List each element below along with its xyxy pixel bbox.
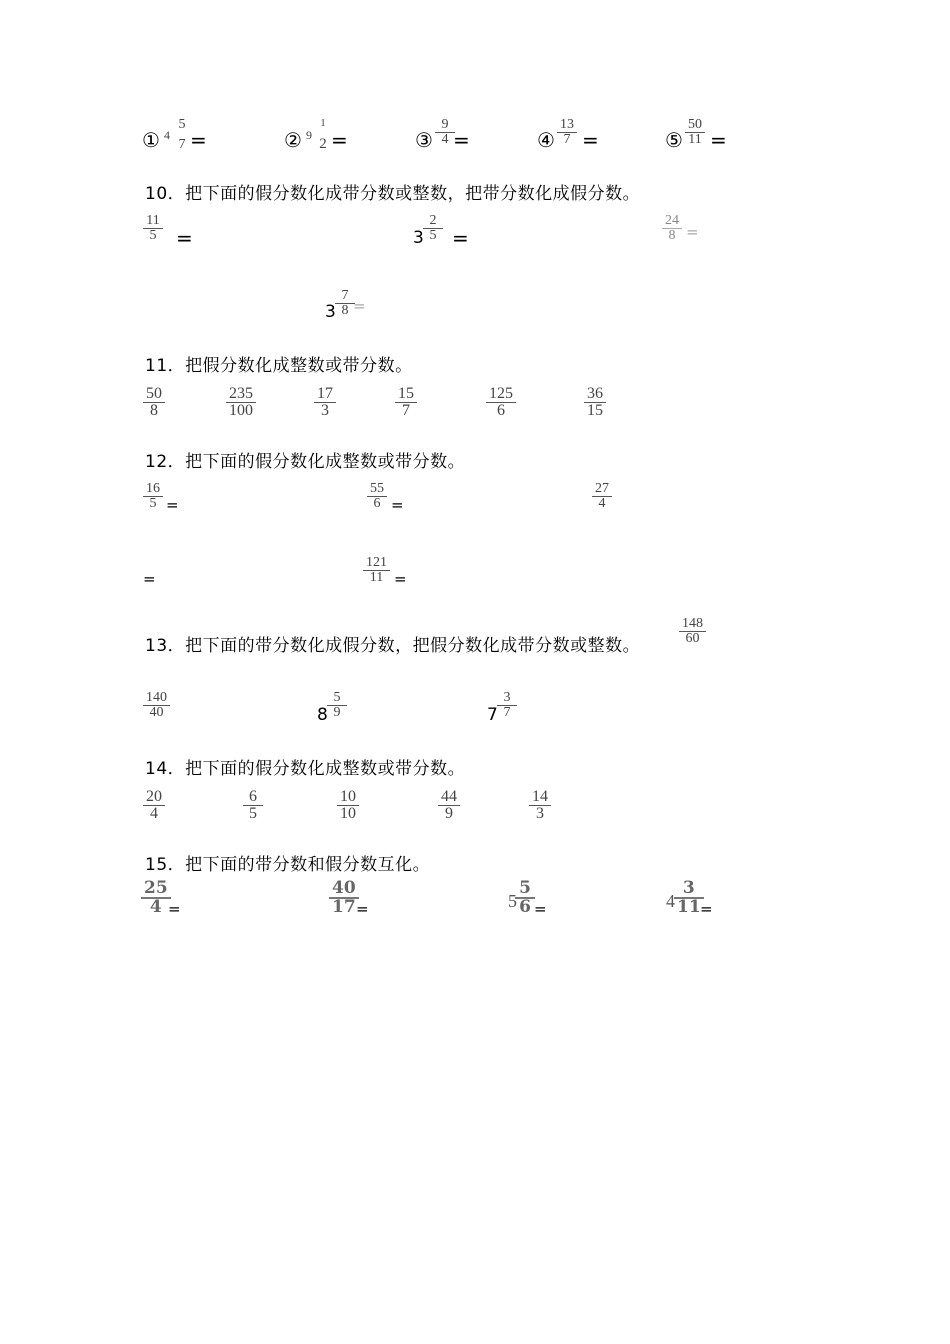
fraction: 5 6 [515,880,535,916]
fraction: 15 7 [395,386,417,419]
fraction: 5 9 [327,691,347,720]
fraction: 50 11 [685,118,705,147]
question-15-heading: 15．把下面的带分数和假分数互化。 [145,855,431,875]
equals-sign: = [710,128,727,152]
fraction: 44 9 [438,789,460,822]
equals-sign: = [582,128,599,152]
fraction: 13 7 [557,118,577,147]
marker-4: ④ [537,128,555,152]
equals-sign: = [143,570,156,588]
equals-sign: = [452,226,469,250]
question-12-heading: 12．把下面的假分数化成整数或带分数。 [145,452,466,472]
equals-sign: = [453,128,470,152]
fraction: 16 5 [143,482,163,511]
marker-5: ⑤ [665,128,683,152]
fraction: 50 8 [143,386,165,419]
marker-2: ② [284,128,302,152]
whole-number: 3 [325,302,336,322]
equals-sign: = [356,900,369,918]
fraction: 40 17 [329,880,359,916]
equals-sign: = [190,128,207,152]
fraction: 3 11 [674,880,704,916]
marker-1: ① [142,128,160,152]
whole-number: 5 [508,891,517,911]
equals-sign: = [353,297,366,315]
equals-sign: = [534,900,547,918]
fraction: 55 6 [367,482,387,511]
fraction: 125 6 [486,386,516,419]
whole-number: 8 [317,705,328,725]
fraction: 9 4 [435,118,455,147]
whole-number: 4 [164,128,170,142]
fraction: 20 4 [143,789,165,822]
equals-sign: = [168,900,181,918]
equals-sign: = [331,128,348,152]
fraction: 17 3 [314,386,336,419]
fraction: 36 15 [584,386,606,419]
fraction: 3 7 [497,691,517,720]
fraction: 14 3 [529,789,551,822]
marker-3: ③ [415,128,433,152]
fraction: 6 5 [243,789,263,822]
fraction: 27 4 [592,482,612,511]
equals-sign: = [176,226,193,250]
equals-sign: = [391,496,404,514]
equals-sign: = [686,223,699,241]
fraction: 148 60 [679,617,706,646]
equals-sign: = [700,900,713,918]
whole-number: 4 [666,891,675,911]
whole-number: 3 [413,228,424,248]
whole-number: 7 [487,705,498,725]
equals-sign: = [394,570,407,588]
fraction: 25 4 [141,880,171,916]
fraction: 5 7 [178,117,186,152]
question-14-heading: 14．把下面的假分数化成整数或带分数。 [145,759,466,779]
whole-number: 9 [306,128,312,142]
fraction: 235 100 [226,386,256,419]
fraction: 10 10 [337,789,359,822]
equals-sign: = [166,496,179,514]
fraction: 121 11 [363,556,390,585]
fraction: 2 5 [423,214,443,243]
fraction: 1 2 [319,117,327,152]
fraction: 24 8 [662,214,682,243]
question-10-heading: 10．把下面的假分数化成带分数或整数，把带分数化成假分数。 [145,184,641,204]
fraction: 140 40 [143,691,170,720]
question-13-heading: 13．把下面的带分数化成假分数，把假分数化成带分数或整数。 [145,636,641,656]
question-11-heading: 11．把假分数化成整数或带分数。 [145,356,413,376]
fraction: 7 8 [335,289,355,318]
fraction: 11 5 [143,214,163,243]
